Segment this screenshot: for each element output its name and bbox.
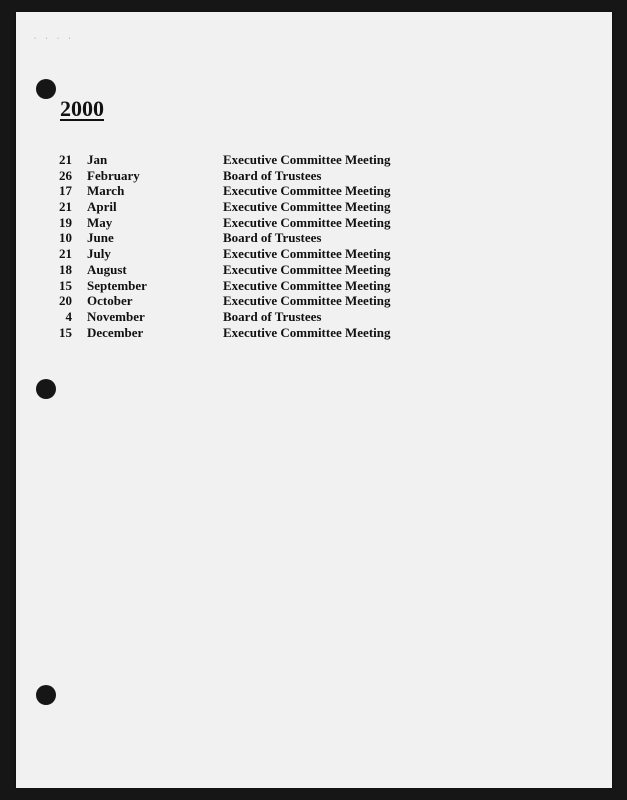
- schedule-day: 4: [65, 308, 72, 324]
- schedule-day: 21: [59, 246, 72, 262]
- punch-hole-bottom: [36, 685, 56, 705]
- schedule-row: [56, 278, 423, 294]
- header-marks: · · · ·: [34, 36, 75, 42]
- page-title: 2000: [60, 96, 104, 121]
- schedule-row: [56, 309, 423, 325]
- schedule-row: [56, 215, 423, 231]
- schedule-row: [56, 152, 423, 168]
- meeting-schedule: [56, 152, 423, 340]
- schedule-row: [56, 246, 423, 262]
- schedule-row: [56, 168, 423, 184]
- schedule-event: Executive Committee Meeting: [223, 277, 391, 293]
- schedule-event: Executive Committee Meeting: [223, 261, 391, 277]
- schedule-month: November: [87, 308, 145, 324]
- schedule-event: Executive Committee Meeting: [223, 152, 391, 167]
- schedule-day: 17: [59, 183, 72, 199]
- document-page: [16, 12, 612, 788]
- schedule-event: Board of Trustees: [223, 230, 322, 246]
- schedule-event: Executive Committee Meeting: [223, 246, 391, 262]
- schedule-row: [56, 293, 423, 309]
- schedule-month: December: [87, 324, 144, 340]
- schedule-month: Jan: [87, 152, 108, 167]
- schedule-month: May: [87, 214, 113, 230]
- schedule-day: 15: [59, 277, 72, 293]
- schedule-row: [56, 199, 423, 215]
- schedule-event: Board of Trustees: [223, 308, 322, 324]
- schedule-month: October: [87, 293, 133, 309]
- schedule-day: 19: [59, 214, 72, 230]
- schedule-month: March: [87, 183, 125, 199]
- schedule-row: [56, 230, 423, 246]
- schedule-day: 20: [59, 293, 72, 309]
- schedule-month: September: [87, 277, 147, 293]
- schedule-month: February: [87, 167, 140, 183]
- schedule-row: [56, 183, 423, 199]
- schedule-row: [56, 262, 423, 278]
- schedule-month: June: [87, 230, 114, 246]
- schedule-event: Executive Committee Meeting: [223, 293, 391, 309]
- schedule-event: Executive Committee Meeting: [223, 214, 391, 230]
- schedule-month: August: [87, 261, 127, 277]
- schedule-event: Executive Committee Meeting: [223, 199, 391, 215]
- punch-hole-top: [36, 79, 56, 99]
- schedule-day: 18: [59, 261, 72, 277]
- schedule-day: 21: [59, 152, 72, 167]
- schedule-event: Executive Committee Meeting: [223, 183, 391, 199]
- schedule-day: 26: [59, 167, 72, 183]
- schedule-day: 15: [59, 324, 72, 340]
- punch-hole-middle: [36, 379, 56, 399]
- schedule-month: July: [87, 246, 111, 262]
- schedule-day: 21: [59, 199, 72, 215]
- schedule-month: April: [87, 199, 117, 215]
- schedule-event: Executive Committee Meeting: [223, 324, 391, 340]
- schedule-event: Board of Trustees: [223, 167, 322, 183]
- schedule-day: 10: [59, 230, 72, 246]
- schedule-row: [56, 325, 423, 341]
